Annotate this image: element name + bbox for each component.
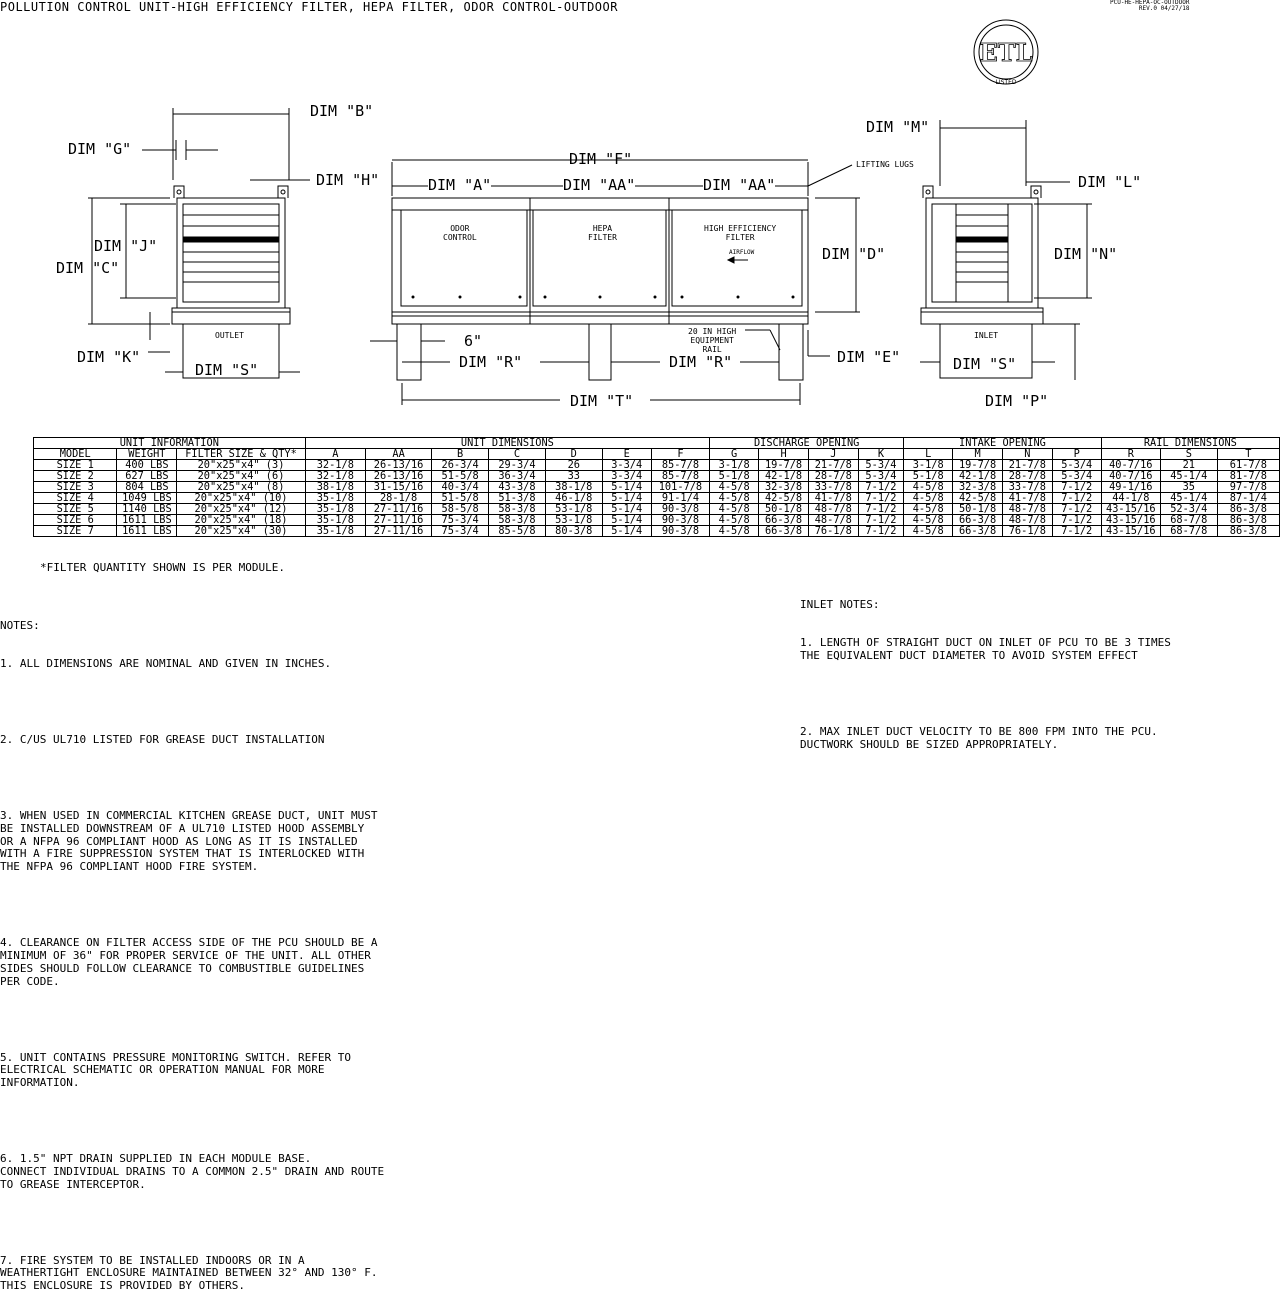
table-cell: 29-3/4: [489, 460, 546, 471]
table-cell: 101-7/8: [651, 482, 709, 493]
table-cell: 48-7/8: [1002, 504, 1052, 515]
table-column-header: L: [904, 449, 953, 460]
dim-e-label: DIM "E": [837, 348, 901, 366]
table-cell: 5-1/8: [904, 471, 953, 482]
table-cell: 43-15/16: [1101, 526, 1160, 537]
table-cell: 7-1/2: [1052, 482, 1101, 493]
table-cell: 68-7/8: [1160, 526, 1217, 537]
equipment-rail-callout: 20 IN HIGH EQUIPMENT RAIL: [688, 327, 737, 354]
table-cell: 91-1/4: [651, 493, 709, 504]
table-cell: 85-7/8: [651, 471, 709, 482]
table-row: [34, 515, 1280, 526]
table-cell: 4-5/8: [904, 526, 953, 537]
dim-d-label: DIM "D": [822, 245, 886, 263]
table-cell: 50-1/8: [953, 504, 1003, 515]
table-cell: 53-1/8: [545, 515, 602, 526]
table-cell: 42-1/8: [759, 471, 809, 482]
front-view: [370, 160, 860, 405]
table-cell: 35-1/8: [305, 526, 365, 537]
table-cell: 38-1/8: [545, 482, 602, 493]
table-cell: 4-5/8: [710, 482, 759, 493]
outlet-label: OUTLET: [215, 331, 244, 340]
table-cell: 7-1/2: [858, 482, 904, 493]
table-cell: 49-1/16: [1101, 482, 1160, 493]
inlet-notes-heading: INLET NOTES:: [800, 597, 880, 611]
table-cell: 3-3/4: [602, 471, 651, 482]
table-cell: 3-3/4: [602, 460, 651, 471]
table-cell: 5-1/4: [602, 526, 651, 537]
table-cell: 20"x25"x4" (10): [177, 493, 305, 504]
table-cell: 52-3/4: [1160, 504, 1217, 515]
table-cell: SIZE 4: [34, 493, 117, 504]
table-column-header: B: [432, 449, 489, 460]
table-cell: 7-1/2: [858, 526, 904, 537]
table-cell: 20"x25"x4" (8): [177, 482, 305, 493]
dim-aa-label-2: DIM "AA": [703, 176, 776, 194]
dim-m-label: DIM "M": [866, 118, 930, 136]
dim-aa-label-1: DIM "AA": [563, 176, 636, 194]
table-column-header: T: [1217, 449, 1279, 460]
table-cell: 40-7/16: [1101, 471, 1160, 482]
table-column-header: H: [759, 449, 809, 460]
table-cell: SIZE 3: [34, 482, 117, 493]
table-cell: 31-15/16: [365, 482, 431, 493]
table-cell: 42-5/8: [953, 493, 1003, 504]
table-column-header: J: [808, 449, 858, 460]
table-group-header-row: [34, 438, 1280, 449]
table-cell: 75-3/4: [432, 526, 489, 537]
table-cell: 32-3/8: [953, 482, 1003, 493]
table-cell: 1140 LBS: [117, 504, 177, 515]
table-cell: 1049 LBS: [117, 493, 177, 504]
note-2: 2. C/US UL710 LISTED FOR GREASE DUCT INSTALLATION: [0, 732, 325, 746]
table-cell: 33-7/8: [1002, 482, 1052, 493]
etl-logo-subtext: LISTED: [995, 79, 1017, 86]
table-cell: 61-7/8: [1217, 460, 1279, 471]
table-cell: 66-3/8: [759, 526, 809, 537]
six-inch-label: 6": [464, 332, 483, 350]
table-cell: SIZE 1: [34, 460, 117, 471]
table-column-header: S: [1160, 449, 1217, 460]
table-group-header: DISCHARGE OPENING: [710, 438, 904, 449]
etl-logo: [974, 20, 1038, 86]
inlet-note-1: 1. LENGTH OF STRAIGHT DUCT ON INLET OF PCU TO BE 3 TIMES THE EQUIVALENT DUCT DIAMETER TO AVOID SYSTEM EFFECT: [800, 635, 1171, 662]
table-column-header: M: [953, 449, 1003, 460]
table-cell: 26: [545, 460, 602, 471]
table-cell: SIZE 2: [34, 471, 117, 482]
table-cell: 4-5/8: [904, 504, 953, 515]
dim-p-label: DIM "P": [985, 392, 1049, 410]
table-cell: 85-7/8: [651, 460, 709, 471]
table-cell: 20"x25"x4" (3): [177, 460, 305, 471]
table-cell: 51-3/8: [489, 493, 546, 504]
table-cell: 804 LBS: [117, 482, 177, 493]
table-cell: 4-5/8: [904, 493, 953, 504]
table-cell: 48-7/8: [1002, 515, 1052, 526]
table-cell: 4-5/8: [710, 515, 759, 526]
table-cell: 86-3/8: [1217, 504, 1279, 515]
high-efficiency-filter-label: HIGH EFFICIENCY FILTER: [704, 224, 777, 242]
note-6: 6. 1.5" NPT DRAIN SUPPLIED IN EACH MODULE BASE. CONNECT INDIVIDUAL DRAINS TO A COMMON 2.5" DRAIN AND ROUTE TO GREASE INTERCEPTOR.: [0, 1152, 385, 1191]
dim-r-label-2: DIM "R": [669, 353, 733, 371]
table-cell: 5-3/4: [858, 460, 904, 471]
table-cell: 42-5/8: [759, 493, 809, 504]
table-cell: 28-1/8: [365, 493, 431, 504]
table-cell: 45-1/4: [1160, 493, 1217, 504]
table-cell: 28-7/8: [808, 471, 858, 482]
table-cell: 86-3/8: [1217, 526, 1279, 537]
inlet-note-2: 2. MAX INLET DUCT VELOCITY TO BE 800 FPM INTO THE PCU. DUCTWORK SHOULD BE SIZED APPROPRIATELY.: [800, 724, 1158, 751]
table-cell: 48-7/8: [808, 504, 858, 515]
table-cell: 51-5/8: [432, 493, 489, 504]
dim-g-label: DIM "G": [68, 140, 132, 158]
table-cell: 5-1/4: [602, 482, 651, 493]
table-cell: 32-1/8: [305, 471, 365, 482]
table-cell: 50-1/8: [759, 504, 809, 515]
dim-f-label: DIM "F": [569, 150, 633, 168]
dim-s-left-label: DIM "S": [195, 361, 259, 379]
table-cell: 48-7/8: [808, 515, 858, 526]
note-7: 7. FIRE SYSTEM TO BE INSTALLED INDOORS OR IN A WEATHERTIGHT ENCLOSURE MAINTAINED BETWEEN 32° AND 130° F. THIS ENCLOSURE IS PROVIDED BY OTHERS.: [0, 1253, 378, 1293]
inlet-notes-block: [800, 573, 1171, 764]
table-cell: 97-7/8: [1217, 482, 1279, 493]
table-cell: 26-3/4: [432, 460, 489, 471]
table-column-header: AA: [365, 449, 431, 460]
dim-a-label: DIM "A": [428, 176, 492, 194]
table-cell: 5-1/4: [602, 515, 651, 526]
table-cell: 19-7/8: [953, 460, 1003, 471]
table-cell: 90-3/8: [651, 526, 709, 537]
table-cell: 53-1/8: [545, 504, 602, 515]
dim-c-label: DIM "C": [56, 259, 120, 277]
table-cell: 80-3/8: [545, 526, 602, 537]
table-cell: 87-1/4: [1217, 493, 1279, 504]
table-cell: 7-1/2: [858, 504, 904, 515]
table-cell: 1611 LBS: [117, 526, 177, 537]
table-cell: 27-11/16: [365, 515, 431, 526]
table-cell: 28-7/8: [1002, 471, 1052, 482]
table-cell: 35-1/8: [305, 493, 365, 504]
table-cell: 21-7/8: [808, 460, 858, 471]
table-cell: 76-1/8: [1002, 526, 1052, 537]
table-cell: 5-1/4: [602, 493, 651, 504]
table-column-header: C: [489, 449, 546, 460]
table-cell: 21-7/8: [1002, 460, 1052, 471]
table-cell: 81-7/8: [1217, 471, 1279, 482]
revision-date: REV.0 04/27/18: [1138, 5, 1190, 12]
dimensions-table: [33, 437, 1280, 537]
table-cell: 7-1/2: [1052, 515, 1101, 526]
table-cell: 41-7/8: [1002, 493, 1052, 504]
table-cell: 4-5/8: [904, 515, 953, 526]
table-cell: 20"x25"x4" (6): [177, 471, 305, 482]
table-cell: 40-7/16: [1101, 460, 1160, 471]
table-cell: 66-3/8: [953, 526, 1003, 537]
note-5: 5. UNIT CONTAINS PRESSURE MONITORING SWITCH. REFER TO ELECTRICAL SCHEMATIC OR OPERATION MANUAL FOR MORE INFORMATION.: [0, 1050, 351, 1090]
table-cell: 20"x25"x4" (30): [177, 526, 305, 537]
table-cell: 26-13/16: [365, 471, 431, 482]
table-column-header: D: [545, 449, 602, 460]
table-cell: 58-3/8: [489, 504, 546, 515]
table-cell: 7-1/2: [1052, 526, 1101, 537]
table-cell: 58-5/8: [432, 504, 489, 515]
dim-h-label: DIM "H": [316, 171, 380, 189]
table-row: [34, 493, 1280, 504]
table-column-header: R: [1101, 449, 1160, 460]
table-cell: 4-5/8: [710, 504, 759, 515]
table-cell: 36-3/4: [489, 471, 546, 482]
table-header-row: [34, 449, 1280, 460]
table-cell: 21: [1160, 460, 1217, 471]
table-cell: 27-11/16: [365, 504, 431, 515]
table-column-header: E: [602, 449, 651, 460]
table-cell: 43-3/8: [489, 482, 546, 493]
dim-b-label: DIM "B": [310, 102, 374, 120]
table-cell: 5-3/4: [1052, 471, 1101, 482]
dim-s-right-label: DIM "S": [953, 355, 1017, 373]
table-cell: 86-3/8: [1217, 515, 1279, 526]
table-cell: 66-3/8: [953, 515, 1003, 526]
table-group-header: INTAKE OPENING: [904, 438, 1102, 449]
table-column-header: P: [1052, 449, 1101, 460]
table-cell: 43-15/16: [1101, 504, 1160, 515]
revision-id: PCU-HE-HEPA-OC-OUTDOOR: [1110, 0, 1190, 6]
note-4: 4. CLEARANCE ON FILTER ACCESS SIDE OF THE PCU SHOULD BE A MINIMUM OF 36" FOR PROPER SERVICE OF THE UNIT. ALL OTHER SIDES SHOULD FOLLOW CLEARANCE TO COMBUSTIBLE GUIDELINES PER CODE.: [0, 936, 378, 988]
table-cell: 3-1/8: [710, 460, 759, 471]
table-cell: 4-5/8: [904, 482, 953, 493]
table-cell: 90-3/8: [651, 515, 709, 526]
table-cell: SIZE 6: [34, 515, 117, 526]
table-cell: 20"x25"x4" (12): [177, 504, 305, 515]
dim-t-label: DIM "T": [570, 392, 634, 410]
odor-control-label: ODOR CONTROL: [443, 224, 477, 242]
table-cell: 20"x25"x4" (18): [177, 515, 305, 526]
table-cell: 26-13/16: [365, 460, 431, 471]
table-column-header: G: [710, 449, 759, 460]
table-cell: 35-1/8: [305, 515, 365, 526]
table-column-header: F: [651, 449, 709, 460]
table-cell: 5-3/4: [858, 471, 904, 482]
table-cell: 41-7/8: [808, 493, 858, 504]
notes-block: [0, 594, 384, 1306]
airflow-label: AIRFLOW: [729, 249, 755, 256]
table-cell: 400 LBS: [117, 460, 177, 471]
table-column-header: MODEL: [34, 449, 117, 460]
table-cell: 5-1/4: [602, 504, 651, 515]
table-cell: 58-3/8: [489, 515, 546, 526]
dim-l-label: DIM "L": [1078, 173, 1142, 191]
notes-heading: NOTES:: [0, 618, 40, 632]
table-group-header: RAIL DIMENSIONS: [1101, 438, 1279, 449]
table-column-header: A: [305, 449, 365, 460]
table-cell: 44-1/8: [1101, 493, 1160, 504]
table-cell: 85-5/8: [489, 526, 546, 537]
table-group-header: UNIT DIMENSIONS: [305, 438, 710, 449]
table-cell: 45-1/4: [1160, 471, 1217, 482]
table-cell: 5-3/4: [1052, 460, 1101, 471]
table-cell: 5-1/8: [710, 471, 759, 482]
table-cell: 4-5/8: [710, 493, 759, 504]
table-row: [34, 526, 1280, 537]
table-cell: 68-7/8: [1160, 515, 1217, 526]
table-cell: 19-7/8: [759, 460, 809, 471]
table-cell: 3-1/8: [904, 460, 953, 471]
table-column-header: N: [1002, 449, 1052, 460]
table-group-header: UNIT INFORMATION: [34, 438, 306, 449]
hepa-filter-label: HEPA FILTER: [588, 224, 617, 242]
note-3: 3. WHEN USED IN COMMERCIAL KITCHEN GREASE DUCT, UNIT MUST BE INSTALLED DOWNSTREAM OF A UL710 LISTED HOOD ASSEMBLY OR A NFPA 96 COMPLIANT HOOD AS LONG AS IT IS INSTALLED WITH A FIRE SUPPRESSION SYSTEM THAT IS INTERLOCKED WITH THE NFPA 96 COMPLIANT HOOD FIRE SYSTEM.: [0, 808, 378, 874]
table-cell: SIZE 5: [34, 504, 117, 515]
table-cell: 7-1/2: [858, 493, 904, 504]
dim-k-label: DIM "K": [77, 348, 141, 366]
dim-n-label: DIM "N": [1054, 245, 1118, 263]
lifting-lugs-callout: LIFTING LUGS: [856, 160, 914, 169]
dim-j-label: DIM "J": [94, 237, 158, 255]
table-column-header: FILTER SIZE & QTY*: [177, 449, 305, 460]
table-cell: 32-1/8: [305, 460, 365, 471]
table-cell: 40-3/4: [432, 482, 489, 493]
table-cell: 7-1/2: [1052, 493, 1101, 504]
table-cell: 46-1/8: [545, 493, 602, 504]
table-cell: 35: [1160, 482, 1217, 493]
table-cell: 43-15/16: [1101, 515, 1160, 526]
dim-r-label-1: DIM "R": [459, 353, 523, 371]
table-row: [34, 460, 1280, 471]
table-cell: 38-1/8: [305, 482, 365, 493]
table-cell: 76-1/8: [808, 526, 858, 537]
table-cell: 42-1/8: [953, 471, 1003, 482]
table-cell: 32-3/8: [759, 482, 809, 493]
table-cell: 627 LBS: [117, 471, 177, 482]
table-column-header: K: [858, 449, 904, 460]
drawing-title: POLLUTION CONTROL UNIT-HIGH EFFICIENCY FILTER, HEPA FILTER, ODOR CONTROL-OUTDOOR: [0, 0, 618, 14]
table-cell: 33-7/8: [808, 482, 858, 493]
inlet-label: INLET: [974, 331, 999, 340]
filter-footnote: *FILTER QUANTITY SHOWN IS PER MODULE.: [40, 561, 286, 574]
table-column-header: WEIGHT: [117, 449, 177, 460]
table-cell: 7-1/2: [1052, 504, 1101, 515]
table-row: [34, 471, 1280, 482]
table-cell: 75-3/4: [432, 515, 489, 526]
table-cell: SIZE 7: [34, 526, 117, 537]
table-cell: 27-11/16: [365, 526, 431, 537]
table-row: [34, 482, 1280, 493]
note-1: 1. ALL DIMENSIONS ARE NOMINAL AND GIVEN IN INCHES.: [0, 656, 332, 670]
table-cell: 51-5/8: [432, 471, 489, 482]
table-cell: 90-3/8: [651, 504, 709, 515]
table-cell: 4-5/8: [710, 526, 759, 537]
table-cell: 7-1/2: [858, 515, 904, 526]
table-cell: 33: [545, 471, 602, 482]
table-cell: 66-3/8: [759, 515, 809, 526]
etl-logo-text: ETL: [979, 38, 1033, 67]
table-cell: 1611 LBS: [117, 515, 177, 526]
table-cell: 35-1/8: [305, 504, 365, 515]
table-row: [34, 504, 1280, 515]
